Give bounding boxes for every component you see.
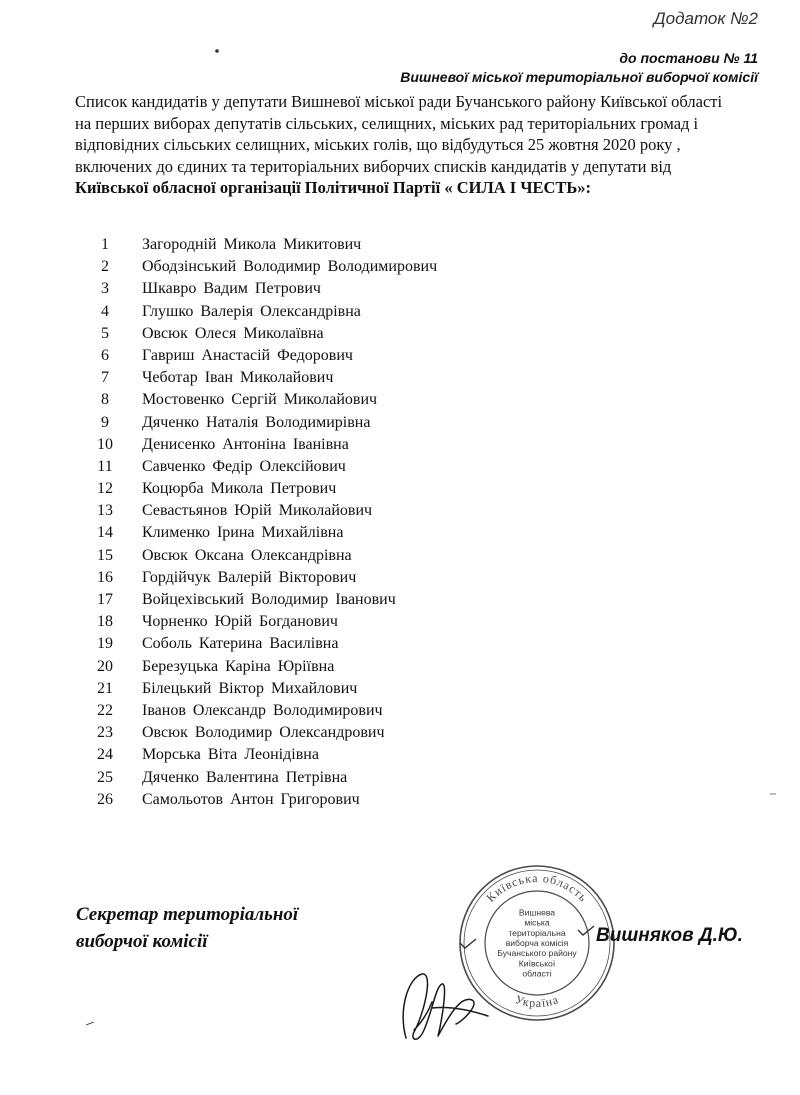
candidate-name: Шкавро Вадим Петрович: [142, 280, 321, 298]
candidate-number: 20: [97, 657, 113, 675]
candidate-row: [90, 301, 510, 323]
candidate-name: Денисенко Антоніна Іванівна: [142, 435, 349, 453]
party-name: Київської обласної організації Політичної Партії « СИЛА І ЧЕСТЬ»:: [75, 178, 592, 198]
candidate-name: Іванов Олександр Володимирович: [142, 701, 383, 719]
secretary-title-line2: виборчої комісії: [76, 931, 208, 952]
candidate-row: [90, 234, 510, 256]
candidate-name: Овсюк Оксана Олександрівна: [142, 546, 352, 564]
candidate-number: 3: [101, 280, 109, 298]
candidate-row: [90, 389, 510, 411]
appendix-number: Додаток №2: [653, 9, 758, 28]
candidate-number: 9: [101, 413, 109, 431]
candidate-name: Коцюрба Микола Петрович: [142, 480, 337, 498]
intro-line: Список кандидатів у депутати Вишневої міської ради Бучанського району Київської області: [75, 92, 723, 111]
candidate-name: Чорненко Юрій Богданович: [142, 613, 338, 631]
candidate-row: [90, 522, 510, 544]
candidate-number: 11: [97, 457, 113, 475]
candidate-name: Войцехівський Володимир Іванович: [142, 591, 396, 608]
stamp-line: Вишнева: [518, 907, 556, 918]
stamp-line: Бучанського району: [497, 948, 577, 959]
candidate-row: [90, 567, 510, 589]
candidate-row: [90, 744, 510, 766]
candidate-name: Клименко Ірина Михайлівна: [142, 524, 344, 542]
intro-paragraph: [75, 91, 760, 199]
candidate-row: [90, 633, 510, 655]
candidate-row: [90, 545, 510, 567]
candidate-name: Севастьянов Юрій Миколайович: [142, 502, 373, 520]
candidate-number: 26: [97, 790, 113, 808]
candidate-number: 13: [97, 502, 113, 520]
candidate-number: 21: [97, 679, 113, 697]
scan-speck: [214, 48, 220, 54]
candidate-list: [90, 234, 510, 811]
candidate-number: 19: [97, 635, 113, 653]
check-mark-icon: [576, 924, 596, 938]
candidate-name: Самольотов Антон Григорович: [142, 790, 360, 808]
stamp-country-text: Україна: [513, 992, 561, 1011]
candidate-number: 4: [101, 302, 109, 320]
signature: [392, 960, 502, 1050]
candidate-number: 25: [97, 768, 113, 786]
candidate-row: [90, 611, 510, 633]
resolution-reference: до постанови № 11: [619, 50, 758, 66]
candidate-row: [90, 256, 510, 278]
candidate-name: Чеботар Іван Миколайович: [142, 369, 334, 387]
candidate-row: [90, 278, 510, 300]
candidate-name: Соболь Катерина Василівна: [142, 635, 339, 653]
candidate-row: [90, 478, 510, 500]
candidate-number: 14: [97, 524, 113, 542]
candidate-number: 18: [97, 613, 113, 631]
candidate-row: [90, 367, 510, 389]
candidate-row: [90, 456, 510, 478]
candidate-name: Овсюк Володимир Олександрович: [142, 724, 385, 742]
candidate-name: Морська Віта Леонідівна: [142, 746, 319, 764]
candidate-name: Білецький Віктор Михайлович: [142, 679, 358, 697]
candidate-number: 5: [101, 324, 109, 342]
candidate-row: [90, 656, 510, 678]
candidate-row: [90, 323, 510, 345]
candidate-name: Гавриш Анастасій Федорович: [142, 346, 353, 364]
candidate-row: [90, 789, 510, 811]
candidate-number: 8: [101, 391, 109, 409]
commission-name: Вишневої міської територіальної виборчої комісії: [400, 69, 758, 85]
candidate-number: 17: [97, 591, 113, 608]
candidate-number: 6: [101, 346, 109, 364]
candidate-name: Овсюк Олеся Миколаївна: [142, 324, 324, 342]
candidate-number: 15: [97, 546, 113, 564]
candidate-name: Загородній Микола Микитович: [142, 236, 362, 253]
stamp-line: області: [522, 968, 552, 979]
candidate-name: Березуцька Каріна Юріївна: [142, 657, 335, 675]
candidate-row: [90, 500, 510, 522]
candidate-number: 10: [97, 435, 113, 453]
candidate-row: [90, 678, 510, 700]
candidate-number: 7: [101, 369, 109, 387]
candidate-row: [90, 345, 510, 367]
candidate-number: 1: [101, 236, 109, 253]
candidate-number: 24: [97, 746, 113, 764]
candidate-row: [90, 434, 510, 456]
candidate-name: Гордійчук Валерій Вікторович: [142, 568, 357, 586]
check-mark-icon: [458, 937, 478, 951]
candidate-name: Дяченко Валентина Петрівна: [142, 768, 348, 786]
stamp-line: міська: [524, 917, 550, 928]
candidate-row: [90, 722, 510, 744]
stamp-line: Київської: [518, 958, 556, 969]
intro-line: включених до єдиних та територіальних виборчих списків кандидатів у депутати від: [75, 156, 672, 176]
candidate-name: Дяченко Наталія Володимирівна: [142, 413, 371, 431]
candidate-row: [90, 412, 510, 434]
candidate-number: 23: [97, 724, 113, 742]
stamp-region-text: Київська область: [483, 870, 591, 905]
candidate-row: [90, 700, 510, 722]
secretary-name: Вишняков Д.Ю.: [596, 925, 743, 946]
candidate-number: 12: [97, 480, 113, 498]
scan-speck: [770, 792, 776, 796]
candidate-name: Савченко Федір Олексійович: [142, 457, 346, 475]
candidate-number: 22: [97, 701, 113, 719]
candidate-name: Ободзінський Володимир Володимирович: [142, 258, 438, 276]
candidate-name: Глушко Валерія Олександрівна: [142, 302, 361, 320]
candidate-number: 2: [101, 258, 109, 276]
stamp-line: виборча комісія: [505, 938, 569, 948]
scan-speck: [86, 1022, 94, 1026]
candidate-name: Мостовенко Сергій Миколайович: [142, 391, 378, 409]
intro-line: відповідних сільських селищних, міських голів, що відбудуться 25 жовтня 2020 року ,: [75, 135, 681, 155]
candidate-row: [90, 767, 510, 789]
candidate-row: [90, 589, 510, 611]
candidate-number: 16: [97, 568, 113, 586]
stamp-line: територіальна: [508, 927, 566, 938]
intro-line: на перших виборах депутатів сільських, селищних, міських рад територіальних громад і: [75, 113, 699, 133]
secretary-title-line1: Секретар територіальної: [76, 904, 299, 925]
